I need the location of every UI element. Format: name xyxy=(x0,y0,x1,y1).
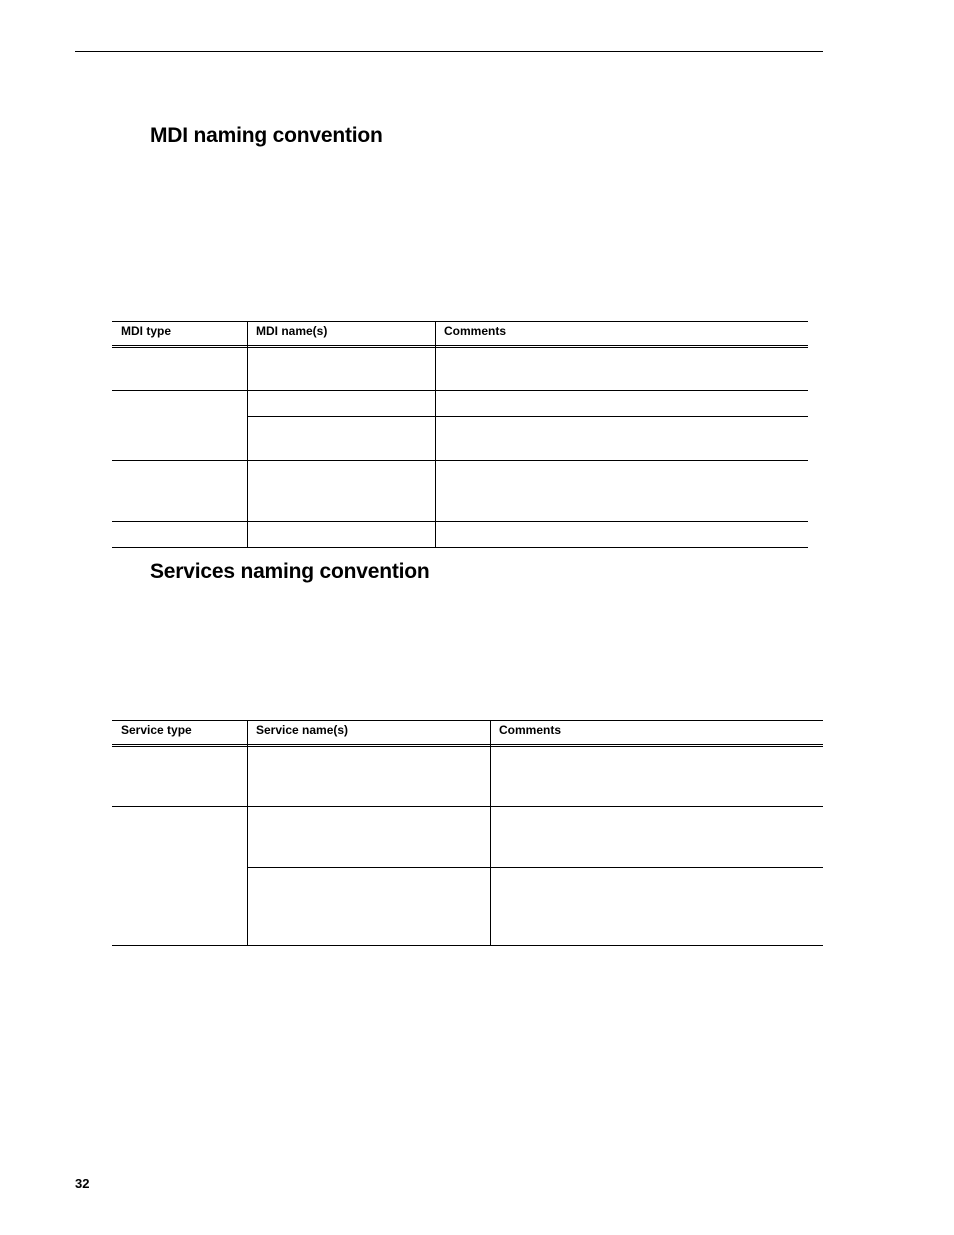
column-header-service-type: Service type xyxy=(121,723,192,737)
header-double-rule-bottom xyxy=(112,347,808,348)
column-divider xyxy=(490,720,491,945)
column-divider xyxy=(435,321,436,547)
row-divider xyxy=(247,867,823,868)
column-header-mdi-names: MDI name(s) xyxy=(256,324,328,338)
table-top-rule xyxy=(112,720,823,721)
header-double-rule-top xyxy=(112,744,823,745)
column-divider xyxy=(247,720,248,945)
column-divider xyxy=(247,321,248,547)
mdi-section-heading: MDI naming convention xyxy=(150,124,383,147)
column-header-comments: Comments xyxy=(499,723,562,737)
column-header-comments: Comments xyxy=(444,324,507,338)
services-section-heading: Services naming convention xyxy=(150,560,430,583)
header-double-rule-top xyxy=(112,345,808,346)
header-double-rule-bottom xyxy=(112,746,823,747)
table-bottom-rule xyxy=(112,945,823,946)
column-header-mdi-type: MDI type xyxy=(121,324,172,338)
row-divider xyxy=(247,416,808,417)
row-divider xyxy=(112,460,808,461)
row-divider xyxy=(112,806,823,807)
page-number: 32 xyxy=(75,1176,90,1191)
column-header-service-names: Service name(s) xyxy=(256,723,349,737)
table-top-rule xyxy=(112,321,808,322)
table-bottom-rule xyxy=(112,547,808,548)
header-rule xyxy=(75,51,823,52)
row-divider xyxy=(112,390,808,391)
row-divider xyxy=(112,521,808,522)
